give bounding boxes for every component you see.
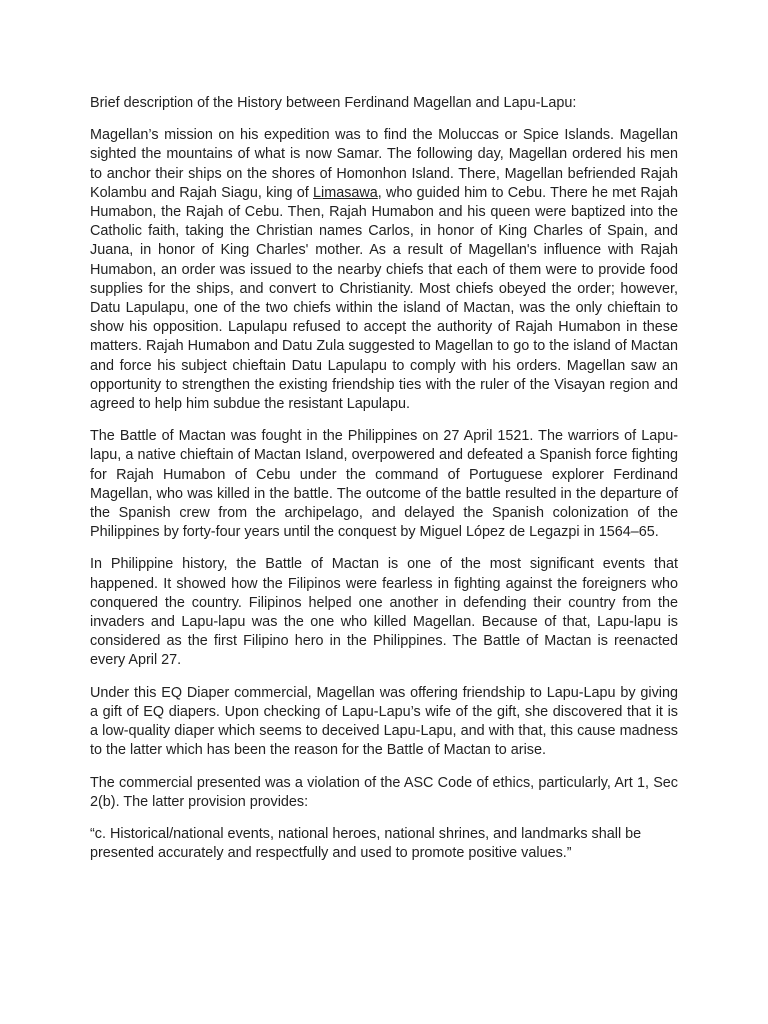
paragraph-text: Magellan’s mission on his expedition was to find the Moluccas or Spice Islands. Magellan sighted the mountains of what is now Samar. The following day, Magellan ordered his men to anchor their ships on the shores of Homonhon Island. There, Magellan befriended Rajah Kolambu and Rajah Siagu, king of: [90, 127, 678, 201]
paragraph-asc-code: The commercial presented was a violation of the ASC Code of ethics, particularly, Art 1, Sec 2(b). The latter provision provides:: [90, 774, 678, 810]
paragraph-text: , who guided him to Cebu. There he met Rajah Humabon, the Rajah of Cebu. Then, Rajah Humabon and his queen were baptized into the Catholic faith, taking the Christian names Carlos, in honor of King Charles of Spain, and Juana, in honor of King Charles' mother. As a result of Magellan's influence with Rajah Humabon, an order was issued to the nearby chiefs that each of them were to provide food supplies for the ships, and convert to Christianity. Most chiefs obeyed the order; however, Datu Lapulapu, one of the two chiefs within the island of Mactan, was the only chieftain to show his opposition. Lapulapu refused to accept the authority of Rajah Humabon in these matters. Rajah Humabon and Datu Zula suggested to Magellan to go to the island of Mactan and force his subject chieftain Datu Lapulapu to comply with his orders. Magellan saw an opportunity to strengthen the existing friendship ties with the ruler of the Visayan region and agreed to help him subdue the resistant Lapulapu.: [90, 184, 678, 413]
paragraph-battle-of-mactan: The Battle of Mactan was fought in the Philippines on 27 April 1521. The warriors of Lapu-lapu, a native chieftain of Mactan Island, overpowered and defeated a Spanish force fighting for Rajah Humabon of Cebu under the command of Portuguese explorer Ferdinand Magellan, who was killed in the battle. The outcome of the battle resulted in the departure of the Spanish crew from the archipelago, and delayed the Spanish colonization of the Philippines by forty-four years until the conquest by Miguel López de Legazpi in 1564–65.: [90, 428, 678, 541]
quoted-provision: “c. Historical/national events, national heroes, national shrines, and landmarks shall be presented accurately and respectfully and used to promote positive values.”: [90, 825, 642, 862]
document-page: [90, 94, 678, 863]
paragraph-magellan-mission: [90, 126, 678, 414]
paragraph-eq-diaper-commercial: Under this EQ Diaper commercial, Magellan was offering friendship to Lapu-Lapu by giving a gift of EQ diapers. Upon checking of Lapu-Lapu’s wife of the gift, she discovered that it is a low-quality diaper which seems to deceived Lapu-Lapu, and with that, this cause madness to the latter which has been the reason for the Battle of Mactan to arise.: [90, 684, 678, 759]
document-heading: Brief description of the History between Ferdinand Magellan and Lapu-Lapu:: [90, 95, 577, 111]
paragraph-philippine-history: In Philippine history, the Battle of Mactan is one of the most significant events that happened. It showed how the Filipinos were fearless in fighting against the foreigners who conquered the country. Filipinos helped one another in defending their country from the invaders and Lapu-lapu was the one who killed Magellan. Because of that, Lapu-lapu is considered as the first Filipino hero in the Philippines. The Battle of Mactan is reenacted every April 27.: [90, 556, 678, 669]
limasawa-link[interactable]: Limasawa: [313, 184, 378, 201]
